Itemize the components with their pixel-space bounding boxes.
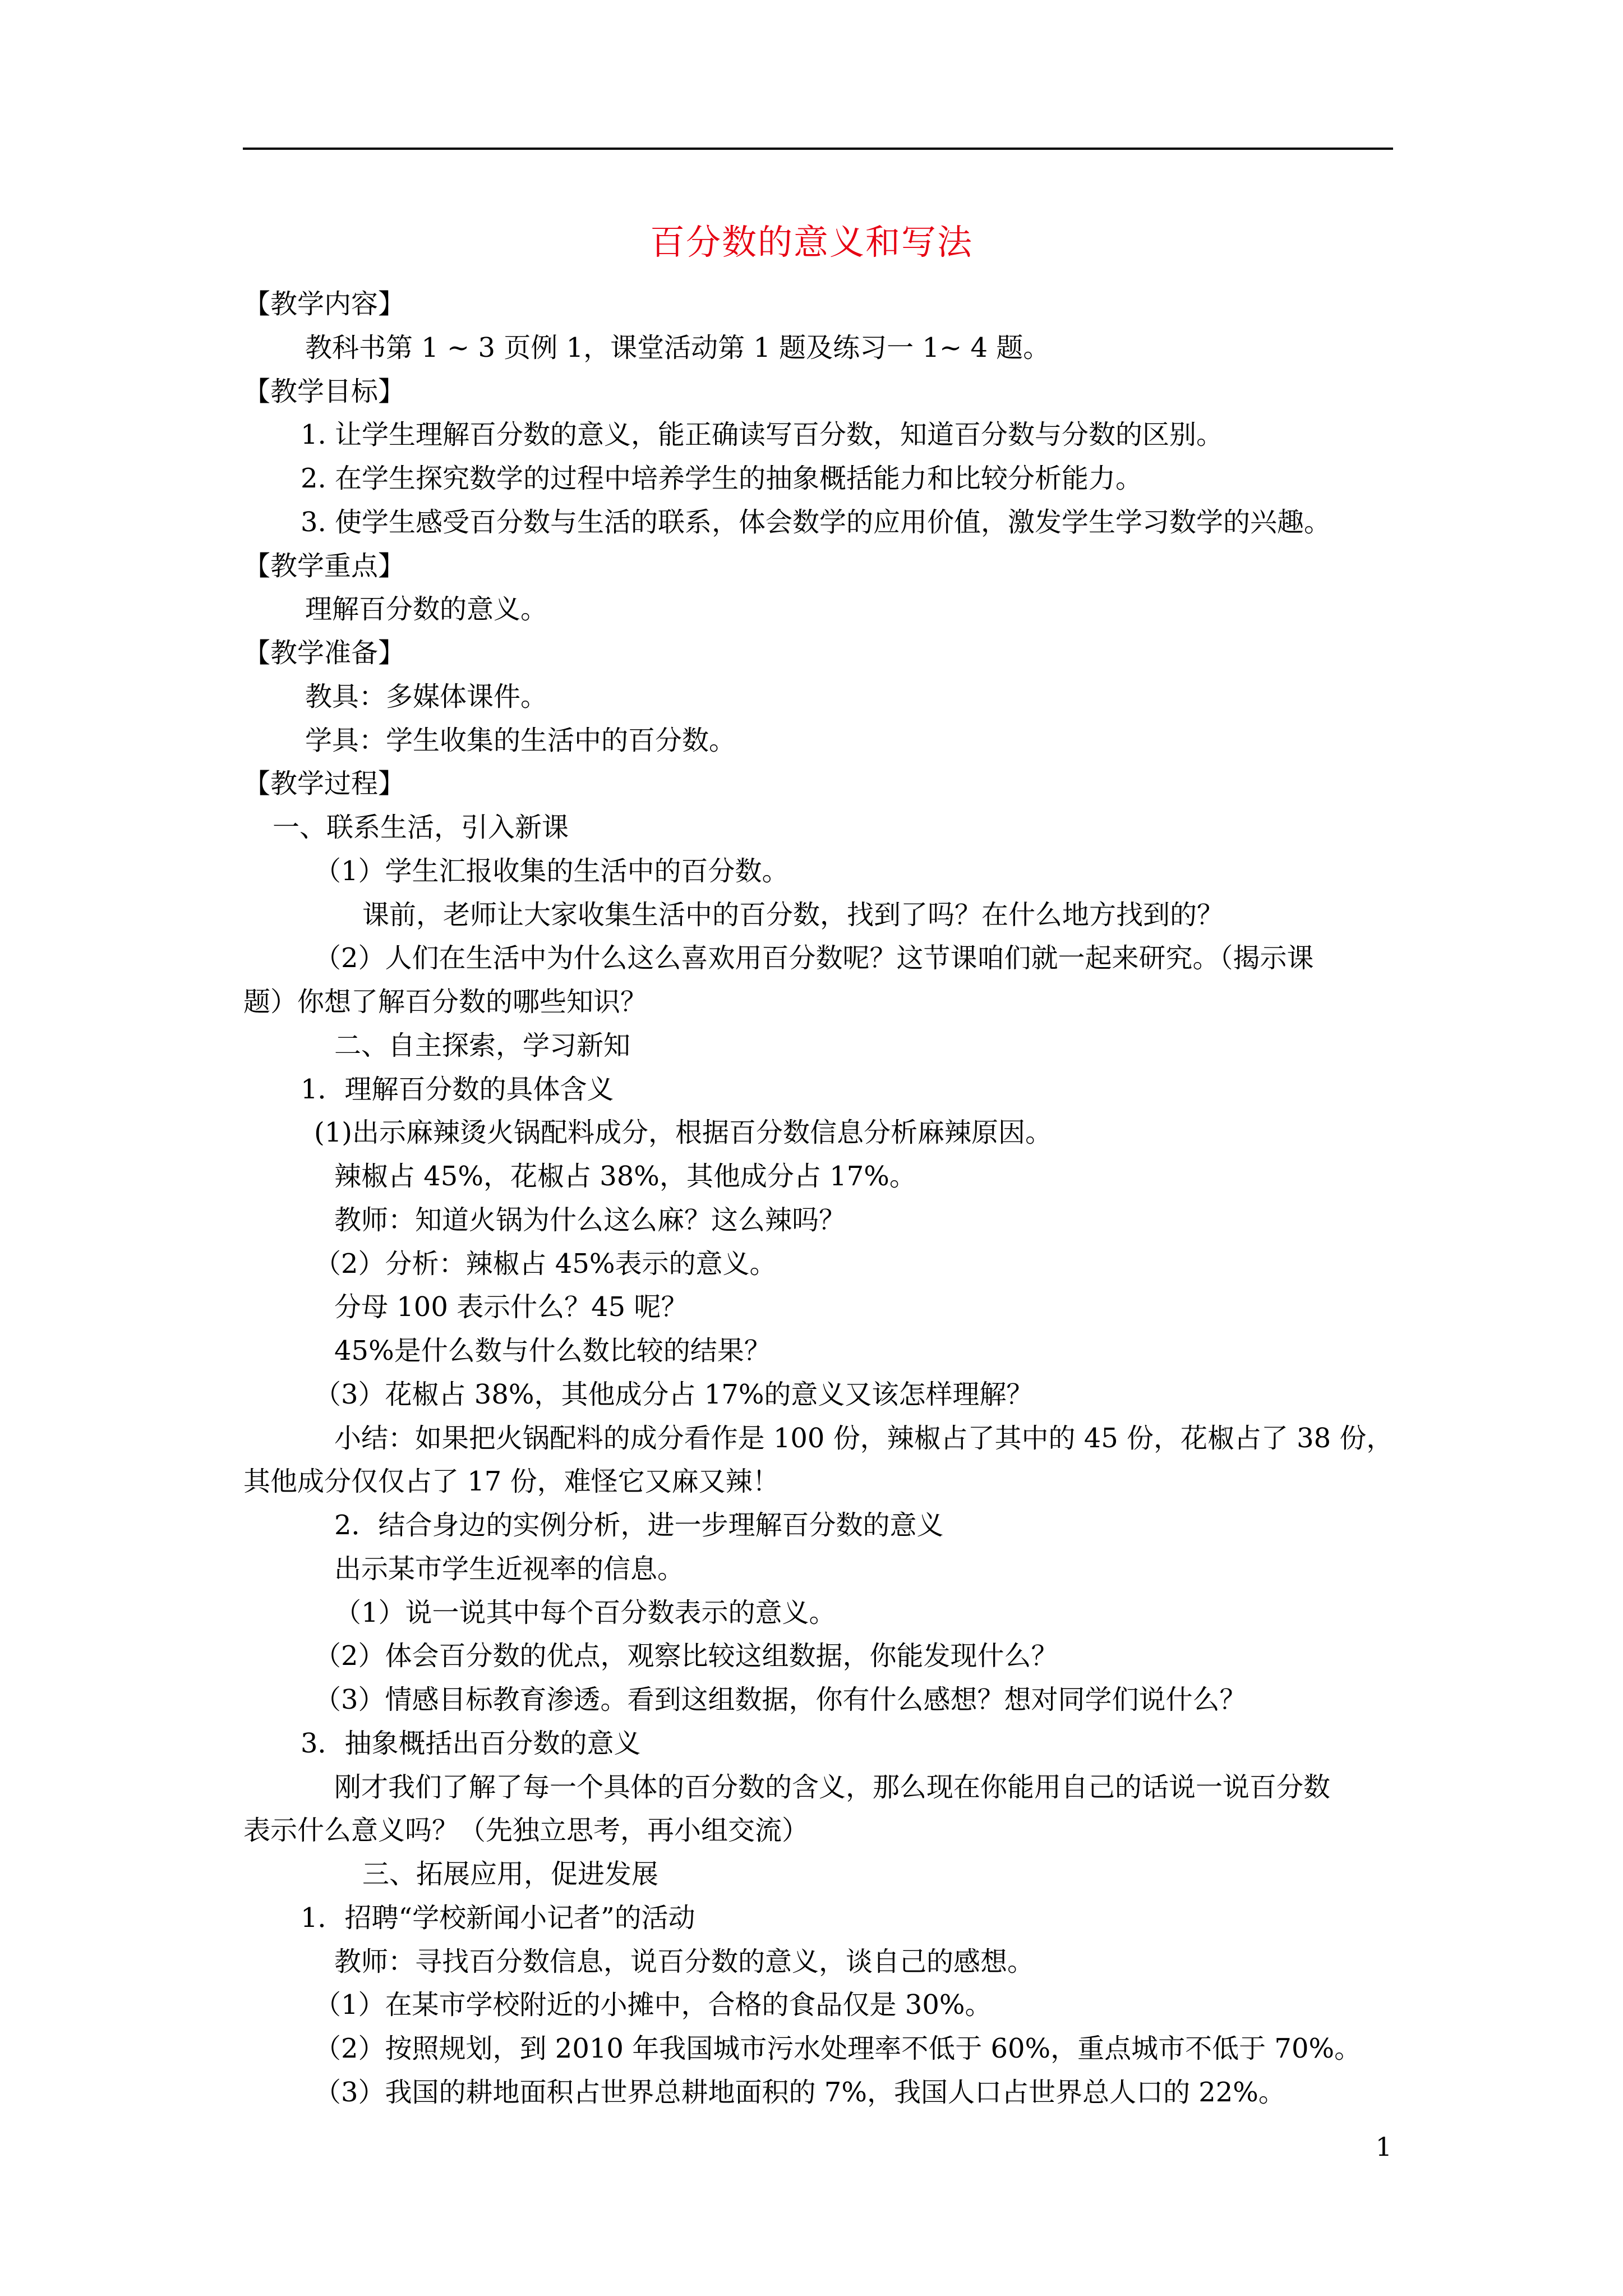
subsection-heading: 一、联系生活，引入新课 — [273, 812, 569, 843]
body-line: （1）学生汇报收集的生活中的百分数。 — [314, 855, 789, 887]
body-line: 课前，老师让大家收集生活中的百分数，找到了吗？在什么地方找到的？ — [362, 899, 1224, 931]
body-line: 1．招聘“学校新闻小记者”的活动 — [301, 1902, 695, 1934]
body-line: （3）情感目标教育渗透。看到这组数据，你有什么感想？想对同学们说什么？ — [314, 1684, 1247, 1715]
subsection-heading: 三、拓展应用，促进发展 — [362, 1858, 659, 1890]
body-line: （2）按照规划，到 2010 年我国城市污水处理率不低于 60%，重点城市不低于 70%。 — [314, 2033, 1362, 2064]
section-heading-key-point: 【教学重点】 — [243, 550, 405, 582]
body-line: 辣椒占 45%，花椒占 38%，其他成分占 17%。 — [334, 1161, 916, 1192]
body-line: 教师：寻找百分数信息，说百分数的意义，谈自己的感想。 — [334, 1946, 1035, 1977]
body-line: 小结：如果把火锅配料的成分看作是 100 份，辣椒占了其中的 45 份，花椒占了 38 份， — [334, 1423, 1394, 1454]
body-line: 分母 100 表示什么？45 呢？ — [334, 1291, 688, 1323]
body-line: （2）体会百分数的优点，观察比较这组数据，你能发现什么？ — [314, 1640, 1058, 1672]
body-line: 3．抽象概括出百分数的意义 — [301, 1728, 641, 1759]
body-line: 教师：知道火锅为什么这么麻？这么辣吗？ — [334, 1204, 846, 1236]
body-line: 理解百分数的意义。 — [305, 593, 548, 625]
body-line: 刚才我们了解了每一个具体的百分数的含义，那么现在你能用自己的话说一说百分数 — [334, 1772, 1331, 1803]
body-line: 学具：学生收集的生活中的百分数。 — [305, 725, 736, 756]
subsection-heading: 二、自主探索，学习新知 — [334, 1030, 631, 1061]
body-line: （3）花椒占 38%，其他成分占 17%的意义又该怎样理解？ — [314, 1379, 1034, 1410]
body-line: 表示什么意义吗？（先独立思考，再小组交流） — [243, 1815, 809, 1846]
body-line: 45%是什么数与什么数比较的结果？ — [334, 1335, 771, 1366]
body-line: 3. 使学生感受百分数与生活的联系，体会数学的应用价值，激发学生学习数学的兴趣。 — [301, 507, 1331, 538]
body-line: 2．结合身边的实例分析，进一步理解百分数的意义 — [334, 1510, 944, 1541]
body-line: （1）说一说其中每个百分数表示的意义。 — [334, 1597, 836, 1628]
body-line: (1)出示麻辣烫火锅配料成分，根据百分数信息分析麻辣原因。 — [314, 1117, 1052, 1148]
body-line: 1. 让学生理解百分数的意义，能正确读写百分数，知道百分数与分数的区别。 — [301, 419, 1224, 450]
body-line: （2）分析：辣椒占 45%表示的意义。 — [314, 1248, 777, 1280]
document-title: 百分数的意义和写法 — [649, 222, 973, 263]
body-line: 题）你想了解百分数的哪些知识？ — [243, 986, 648, 1018]
body-line: 教具：多媒体课件。 — [305, 681, 548, 712]
section-heading-content: 【教学内容】 — [243, 288, 405, 320]
section-heading-preparation: 【教学准备】 — [243, 637, 405, 669]
header-rule — [243, 148, 1393, 150]
body-line: （2）人们在生活中为什么这么喜欢用百分数呢？这节课咱们就一起来研究。（揭示课 — [314, 942, 1314, 974]
body-line: 其他成分仅仅占了 17 份，难怪它又麻又辣！ — [243, 1466, 780, 1497]
body-line: 2. 在学生探究数学的过程中培养学生的抽象概括能力和比较分析能力。 — [301, 463, 1143, 494]
section-heading-process: 【教学过程】 — [243, 768, 405, 799]
body-line: 教科书第 1 ~ 3 页例 1，课堂活动第 1 题及练习一 1~ 4 题。 — [305, 332, 1050, 364]
body-line: （1）在某市学校附近的小摊中，合格的食品仅是 30%。 — [314, 1989, 992, 2021]
body-line: 出示某市学生近视率的信息。 — [334, 1553, 685, 1585]
body-line: 1．理解百分数的具体含义 — [301, 1074, 614, 1105]
page-number: 1 — [1375, 2132, 1392, 2162]
body-line: （3）我国的耕地面积占世界总耕地面积的 7%，我国人口占世界总人口的 22%。 — [314, 2077, 1285, 2108]
section-heading-goals: 【教学目标】 — [243, 376, 405, 407]
